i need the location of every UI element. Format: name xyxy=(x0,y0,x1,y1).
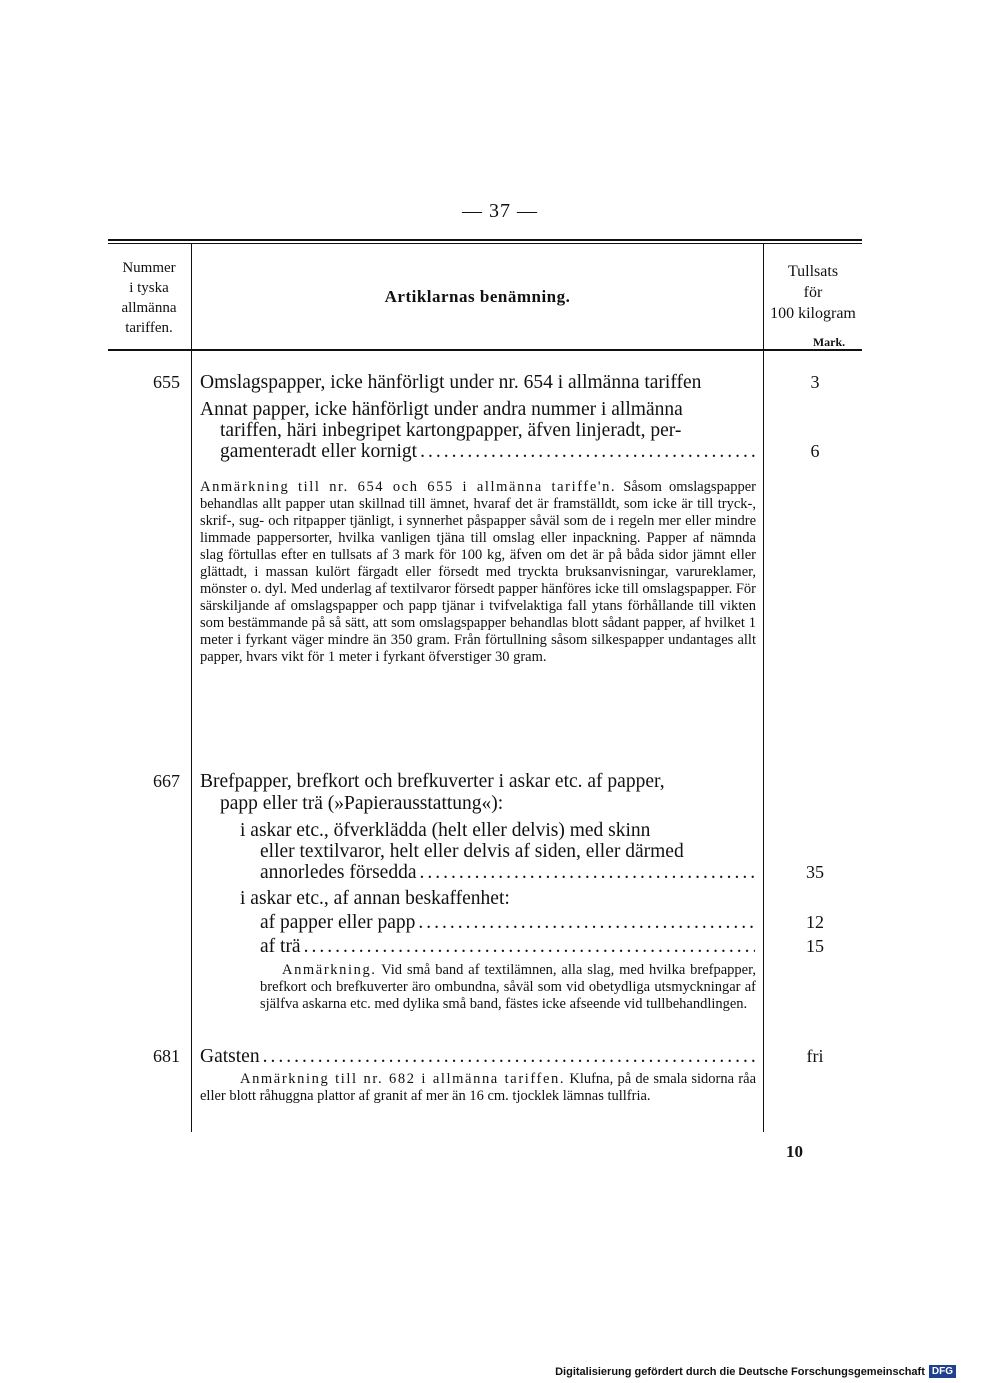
leader-dots xyxy=(418,912,755,933)
article-text: gamenteradt eller kornigt xyxy=(220,441,418,462)
article-line xyxy=(260,936,755,957)
header-number-line: Nummer xyxy=(122,260,176,276)
leader-dots xyxy=(419,862,755,883)
note-text: Såsom omslagspapper behandlas allt papper utan skillnad till ämnet, hvaraf det är framställdt, som icke är till tryck-, skrif-, sug- och ritpapper tjänligt, i synnerhet påspapper såväl som de i regeln mer eller mindre limmade pappersorter, hvilka vanligen tjäna till omslag eller inpackning. Papper af nämnda slag förtullas efter en tullsats af 3 mark för 100 kg, äfven om det är på båda sidor jämnt eller glättadt, i massan kulört färgadt eller försedt med tryckta bruksanvisningar, varureklamer, mönster o. dyl. Med underlag af textilvaror försedt papper hänföres icke till omslagspapper. För särskiljande af omslagspapper och papp tjänar i tvifvelaktiga fall ytans förhållande till vikten som bestämmande på så sätt, att som omslagspapper behandlas blott sådant papper, af hvilket 1 meter i fyrkant väger mindre än 350 gram. Från förtullning såsom silkespapper undantages allt papper, hvars vikt för 1 meter i fyrkant öfverstiger 30 gram. xyxy=(200,479,757,665)
header-number-line: i tyska xyxy=(129,280,169,296)
tariff-number-667: 667 xyxy=(153,771,180,791)
header-number-line: allmänna xyxy=(121,300,177,316)
article-text: af papper eller papp xyxy=(260,912,416,933)
article-text: Omslagspapper, icke hänförligt under nr. 654 i allmänna tariffen xyxy=(200,372,702,393)
article-line: i askar etc., öfverklädda (helt eller delvis) med skinn xyxy=(240,820,651,841)
article-line: Annat papper, icke hänförligt under andra nummer i allmänna xyxy=(200,399,683,420)
header-rate-line: för xyxy=(803,284,823,301)
header-number-line: tariffen. xyxy=(125,320,173,336)
note-block xyxy=(200,479,756,666)
header-number-column xyxy=(108,258,190,338)
note-block xyxy=(260,962,756,1013)
header-rate-line: 100 kilogram xyxy=(770,305,856,322)
article-line: i askar etc., af annan beskaffenhet: xyxy=(240,888,510,909)
article-text: af trä xyxy=(260,936,301,957)
note-block xyxy=(200,1071,756,1105)
rate-value: 15 xyxy=(806,936,824,956)
column-divider-right xyxy=(763,244,764,1132)
top-double-rule-b xyxy=(108,243,862,244)
rate-value: 3 xyxy=(810,372,820,392)
article-text: annorledes försedda xyxy=(260,862,417,883)
article-line: papp eller trä (»Papierausstattung«): xyxy=(220,793,504,814)
article-line: Brefpapper, brefkort och brefkuverter i askar etc. af papper, xyxy=(200,771,665,792)
note-heading: Anmärkning. xyxy=(282,962,377,978)
page-number: — 37 — xyxy=(462,200,538,222)
article-text: Gatsten xyxy=(200,1046,260,1067)
article-line xyxy=(200,372,760,393)
footer-text: Digitalisierung gefördert durch die Deutsche Forschungsgemeinschaft xyxy=(555,1365,925,1378)
note-text: Klufna, på de smala sidorna råa eller blott råhuggna plattor af granit af mer än 16 cm. tjocklek lämnas tullfria. xyxy=(200,1071,757,1104)
dfg-logo: DFG xyxy=(929,1365,956,1378)
digitization-footer xyxy=(555,1365,956,1378)
article-line xyxy=(200,1046,755,1067)
note-heading: Anmärkning till nr. 682 i allmänna tariffen. xyxy=(240,1071,566,1087)
article-line xyxy=(220,441,755,462)
header-article-title: Artiklarnas benämning. xyxy=(384,287,571,306)
article-line xyxy=(260,912,755,933)
leader-dots xyxy=(420,441,755,462)
leader-dots xyxy=(263,1046,755,1067)
rate-value: 12 xyxy=(806,912,824,932)
sheet-number: 10 xyxy=(786,1142,803,1161)
article-line: eller textilvaror, helt eller delvis af siden, eller därmed xyxy=(260,841,684,862)
rate-value: 6 xyxy=(810,441,820,461)
article-line: tariffen, häri inbegripet kartongpapper, äfven linjeradt, per- xyxy=(220,420,682,441)
header-bottom-rule xyxy=(108,349,862,351)
rate-value: 35 xyxy=(806,862,824,882)
leader-dots xyxy=(304,936,755,957)
tariff-number-655: 655 xyxy=(153,372,180,392)
header-rate-column xyxy=(764,261,862,324)
note-text: Vid små band af textilämnen, alla slag, med hvilka brefpapper, brefkort och brefkuverter äro ombundna, såväl som vid obetydliga utsmyckningar af själfva askarna etc. med dylika små band, fästes icke afseende vid tullbehandlingen. xyxy=(260,962,756,1012)
top-double-rule-a xyxy=(108,239,862,241)
column-divider-left xyxy=(191,244,192,1132)
rate-value: fri xyxy=(806,1046,824,1066)
note-heading: Anmärkning till nr. 654 och 655 i allmänna tariffe'n. xyxy=(200,479,617,495)
tariff-number-681: 681 xyxy=(153,1046,180,1066)
article-line xyxy=(260,862,755,883)
header-rate-unit: Mark. xyxy=(812,335,846,349)
header-rate-line: Tullsats xyxy=(787,263,839,280)
